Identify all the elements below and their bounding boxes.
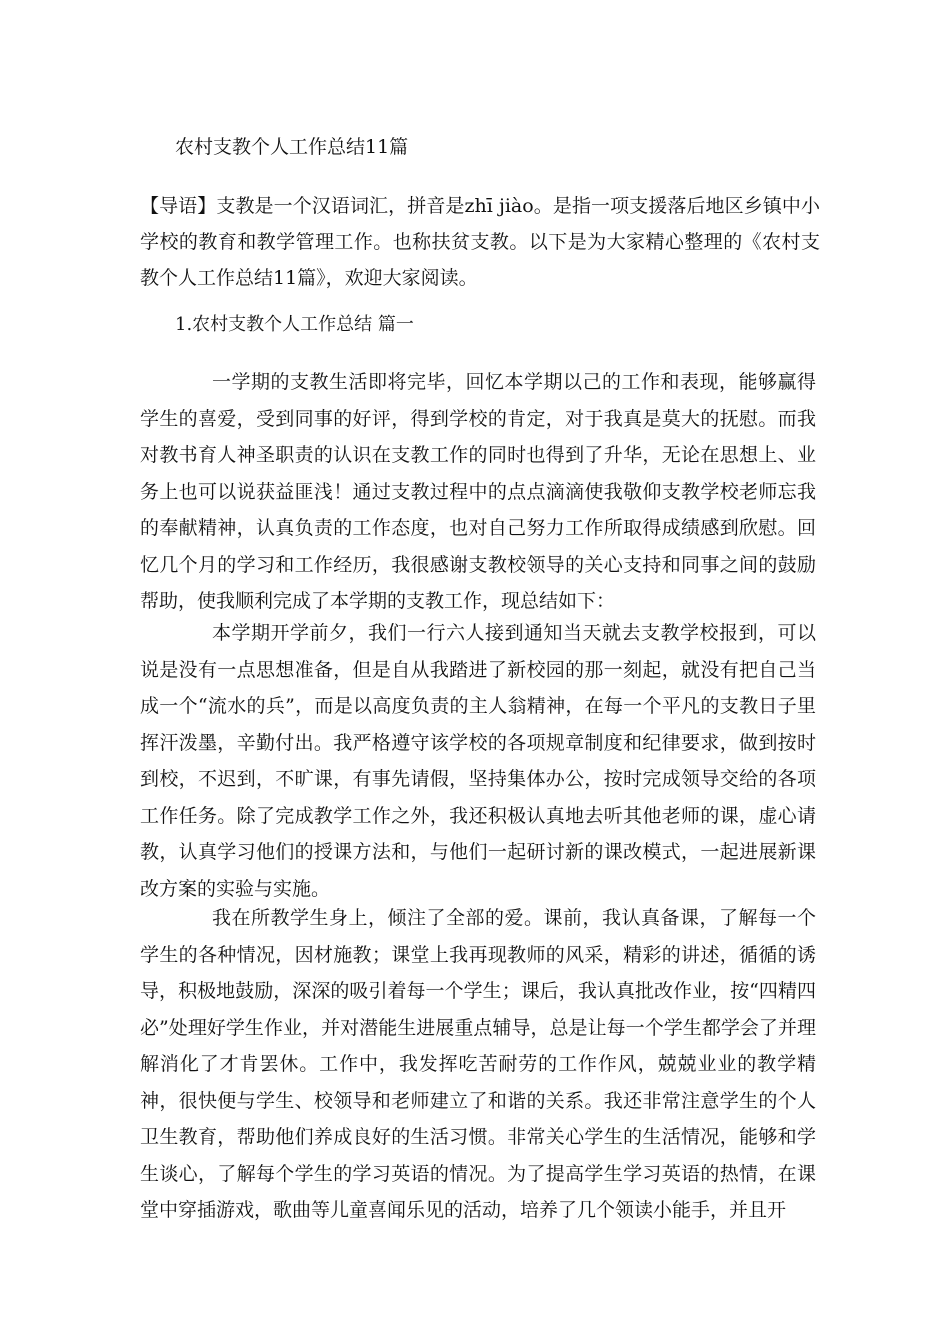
- intro-paragraph: [140, 188, 820, 296]
- body-paragraph-1: 一学期的支教生活即将完毕，回忆本学期以己的工作和表现，能够赢得学生的喜爱，受到同事的好评，得到学校的肯定，对于我真是莫大的抚慰。而我对教书育人神圣职责的认识在支教工作的同时也得到了升华，无论在思想上、业务上也可以说获益匪浅！通过支教过程中的点点滴滴使我敬仰支教学校老师忘我的奉献精神，认真负责的工作态度，也对自己努力工作所取得成绩感到欣慰。回忆几个月的学习和工作经历，我很感谢支教校领导的关心支持和同事之间的鼓励帮助，使我顺利完成了本学期的支教工作，现总结如下：: [140, 371, 816, 612]
- section-heading: 1.农村支教个人工作总结 篇一: [175, 314, 414, 335]
- intro-text: 【导语】支教是一个汉语词汇，拼音是zhī jiào。是指一项支援落后地区乡镇中小学校的教育和教学管理工作。也称扶贫支教。以下是为大家精心整理的《农村支教个人工作总结11篇》，欢迎大家阅读。: [140, 195, 820, 289]
- body-paragraph-2: 本学期开学前夕，我们一行六人接到通知当天就去支教学校报到，可以说是没有一点思想准备，但是自从我踏进了新校园的那一刻起，就没有把自己当成一个“流水的兵”，而是以高度负责的主人翁精神，在每一个平凡的支教日子里挥汗泼墨，辛勤付出。我严格遵守该学校的各项规章制度和纪律要求，做到按时到校，不迟到，不旷课，有事先请假，坚持集体办公，按时完成领导交给的各项工作任务。除了完成教学工作之外，我还积极认真地去听其他老师的课，虚心请教，认真学习他们的授课方法和，与他们一起研讨新的课改模式，一起进展新课改方案的实验与实施。: [140, 622, 816, 900]
- document-title: 农村支教个人工作总结11篇: [175, 136, 409, 158]
- body-paragraph-3: 我在所教学生身上，倾注了全部的爱。课前，我认真备课，了解每一个学生的各种情况，因材施教；课堂上我再现教师的风采，精彩的讲述，循循的诱导，积极地鼓励，深深的吸引着每一个学生；课后，我认真批改作业，按“四精四必”处理好学生作业，并对潜能生进展重点辅导，总是让每一个学生都学会了并理解消化了才肯罢休。工作中，我发挥吃苦耐劳的工作作风，兢兢业业的教学精神，很快便与学生、校领导和老师建立了和谐的关系。我还非常注意学生的个人卫生教育，帮助他们养成良好的生活习惯。非常关心学生的生活情况，能够和学生谈心，了解每个学生的学习英语的情况。为了提高学生学习英语的热情，在课堂中穿插游戏，歌曲等儿童喜闻乐见的活动，培养了几个领读小能手，并且开: [140, 907, 816, 1221]
